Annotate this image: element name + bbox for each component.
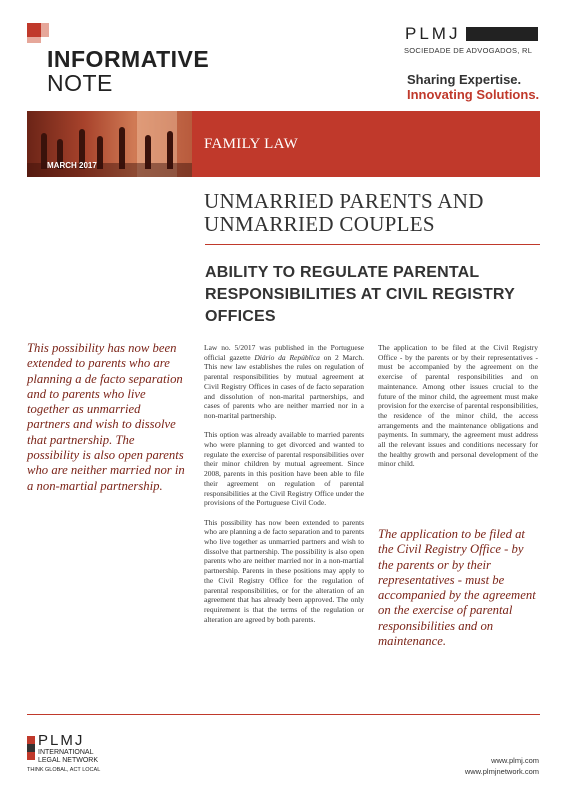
network-website-link[interactable]: www.plmjnetwork.com [464,767,539,776]
section-label: FAMILY LAW [204,136,299,152]
tagline-line1: Sharing Expertise. [407,72,522,87]
website-link[interactable]: www.plmj.com [491,756,539,765]
footer-network-line2: LEGAL NETWORK [38,757,99,764]
article-title-line2: UNMARRIED COUPLES [204,212,435,236]
article-heading-line3: OFFICES [205,308,276,325]
plmj-logo-bar [466,27,538,41]
body-column-1 [204,343,364,634]
brand-subtitle: NOTE [47,70,113,96]
pull-quote-left: This possibility has now been extended to parents who are planning a de facto separation and to parents who live together as unmarried partners and wish to dissolve that partnership. The possibility is also open parents who are neither married nor in a non-martial partnership. [27,341,185,493]
brand-title: INFORMATIVE [47,46,210,72]
footer-logo-square-1 [27,736,35,744]
footer-logo-square-2 [27,744,35,752]
article-heading-line1: ABILITY TO REGULATE PARENTAL [205,264,480,281]
article-heading-line2: RESPONSIBILITIES AT CIVIL REGISTRY [205,286,515,303]
footer-logo-square-3 [27,752,35,760]
paragraph-2: This option was already available to married parents who were planning to get divorced and wanted to regulate the exercise of parental responsibilities over their minor children by mutual agreement. Since 2008, parents in this position have been able to file their agreement on regulation of parental responsibilities at the Civil Registry Office under the provisions of the Portuguese Civil Code. [204,430,364,508]
paragraph-1: Law no. 5/2017 was published in the Portuguese official gazette Diário da República on 2 March. This new law establishes the rules on regulation of parental responsibilities by mutual agreement at Civil Registry Offices in cases of de facto separation and dissolution of non-marital partnerships, and cases of parents who are neither married nor in a non-marital partnership. [204,343,364,420]
footer-logo: PLMJ [38,732,85,749]
footer-divider [27,714,540,715]
title-divider [205,244,540,245]
corner-square-pink [41,23,49,37]
paragraph-3: This possibility has now been extended to parents who are planning a de facto separation and to parents who live together as unmarried partners and wish to dissolve that partnership. The possibility is also open parents who are neither married nor in a non-martial partnership. Parents in these positions may apply to the Civil Registry Office for the regulation of parental responsibilities, or for the alteration of an agreement that has already been approved. The only requirement is that the terms of the regulation or alteration are agreed by both parents. [204,517,364,624]
paragraph-4: The application to be filed at the Civil Registry Office - by the parents or by their representatives - must be accompanied by the agreement on the exercise of parental responsibilities and on maintenance. Among other issues crucial to the future of the minor child, the agreement must make provision for the exercise of parental responsibilities, the residence of the minor child, the access arrangements and the maintenance obligations and payments. In summary, the agreement must address all the relevant issues and conditions necessary for the healthy growth and personal development of the minor child. [378,343,538,469]
corner-square-pink-lower [27,37,41,43]
plmj-logo: PLMJ [405,24,461,43]
issue-date: MARCH 2017 [47,161,97,170]
pull-quote-right: The application to be filed at the Civil Registry Office - by the parents or by their representatives - must be accompanied by the agreement on the exercise of parental responsibilities and on maintenance. [378,527,536,649]
logo-subtitle: SOCIEDADE DE ADVOGADOS, RL [404,46,533,55]
body-column-2 [378,343,538,479]
footer-network-line1: INTERNATIONAL [38,749,94,756]
footer-tagline: THINK GLOBAL, ACT LOCAL [27,767,101,773]
article-title-line1: UNMARRIED PARENTS AND [204,189,484,213]
tagline-line2: Innovating Solutions. [407,87,540,102]
gazette-name: Diário da República [254,352,320,362]
corner-square-red [27,23,41,37]
